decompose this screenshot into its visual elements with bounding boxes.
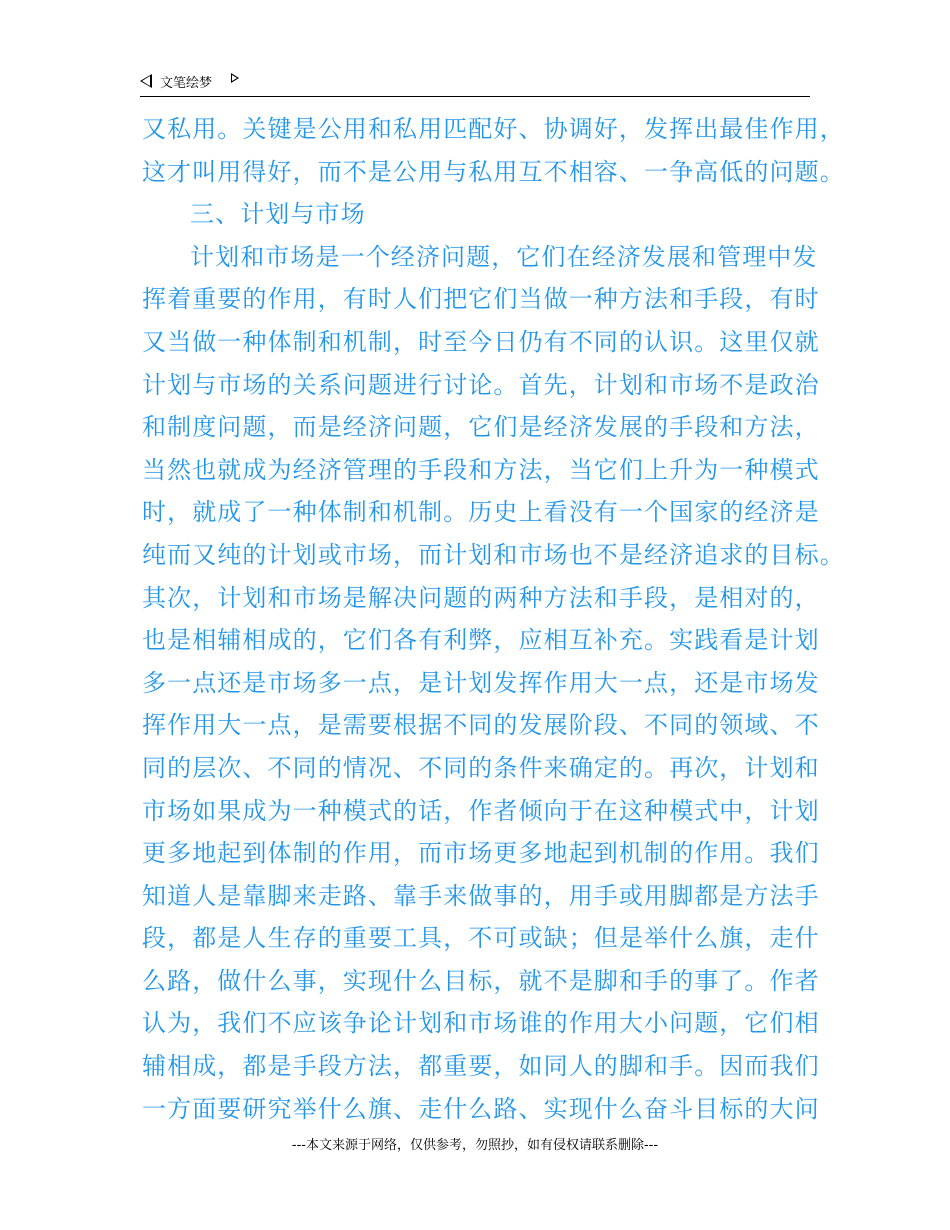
body-line: 辅相成，都是手段方法，都重要，如同人的脚和手。因而我们 xyxy=(142,1052,820,1081)
body-line: 纯而又纯的计划或市场，而计划和市场也不是经济追求的目标。 xyxy=(142,540,845,569)
body-line: 多一点还是市场多一点，是计划发挥作用大一点，还是市场发 xyxy=(142,668,820,697)
body-line: 计划与市场的关系问题进行讨论。首先，计划和市场不是政治 xyxy=(142,370,820,399)
body-line: 和制度问题，而是经济问题，它们是经济发展的手段和方法， xyxy=(142,413,820,442)
body-line: 又当做一种体制和机制，时至今日仍有不同的认识。这里仅就 xyxy=(142,327,820,356)
body-line: 其次，计划和市场是解决问题的两种方法和手段，是相对的， xyxy=(142,583,820,612)
body-line: 计划和市场是一个经济问题，它们在经济发展和管理中发 xyxy=(190,242,818,271)
body-line: 段，都是人生存的重要工具，不可或缺；但是举什么旗，走什 xyxy=(142,924,820,953)
triangle-left-icon xyxy=(140,74,152,88)
document-body xyxy=(142,108,845,1130)
body-line: 知道人是靠脚来走路、靠手来做事的，用手或用脚都是方法手 xyxy=(142,881,820,910)
body-line: 这才叫用得好，而不是公用与私用互不相容、一争高低的问题。 xyxy=(142,157,845,186)
page-footer-notice: ---本文来源于网络，仅供参考，勿照抄，如有侵权请联系删除--- xyxy=(291,1138,659,1153)
body-line: 挥着重要的作用，有时人们把它们当做一种方法和手段，有时 xyxy=(142,285,820,314)
body-line: 同的层次、不同的情况、不同的条件来确定的。再次，计划和 xyxy=(142,753,820,782)
body-line: 么路，做什么事，实现什么目标，就不是脚和手的事了。作者 xyxy=(142,966,820,995)
body-line: 当然也就成为经济管理的手段和方法，当它们上升为一种模式 xyxy=(142,455,820,484)
body-line: 一方面要研究举什么旗、走什么路、实现什么奋斗目标的大问 xyxy=(142,1094,820,1123)
body-line: 挥作用大一点，是需要根据不同的发展阶段、不同的领域、不 xyxy=(142,711,820,740)
triangle-right-icon xyxy=(231,73,239,83)
body-line: 又私用。关键是公用和私用匹配好、协调好，发挥出最佳作用， xyxy=(142,115,845,143)
body-line: 时，就成了一种体制和机制。历史上看没有一个国家的经济是 xyxy=(142,498,820,527)
header-brand: 文笔绘梦 xyxy=(160,76,213,91)
body-line: 市场如果成为一种模式的话，作者倾向于在这种模式中，计划 xyxy=(142,796,820,825)
body-line: 认为，我们不应该争论计划和市场谁的作用大小问题，它们相 xyxy=(142,1009,820,1038)
section-heading: 三、计划与市场 xyxy=(190,200,366,229)
body-line: 也是相辅相成的，它们各有利弊，应相互补充。实践看是计划 xyxy=(142,626,820,655)
body-line: 更多地起到体制的作用，而市场更多地起到机制的作用。我们 xyxy=(142,839,820,868)
page-header xyxy=(140,68,810,97)
